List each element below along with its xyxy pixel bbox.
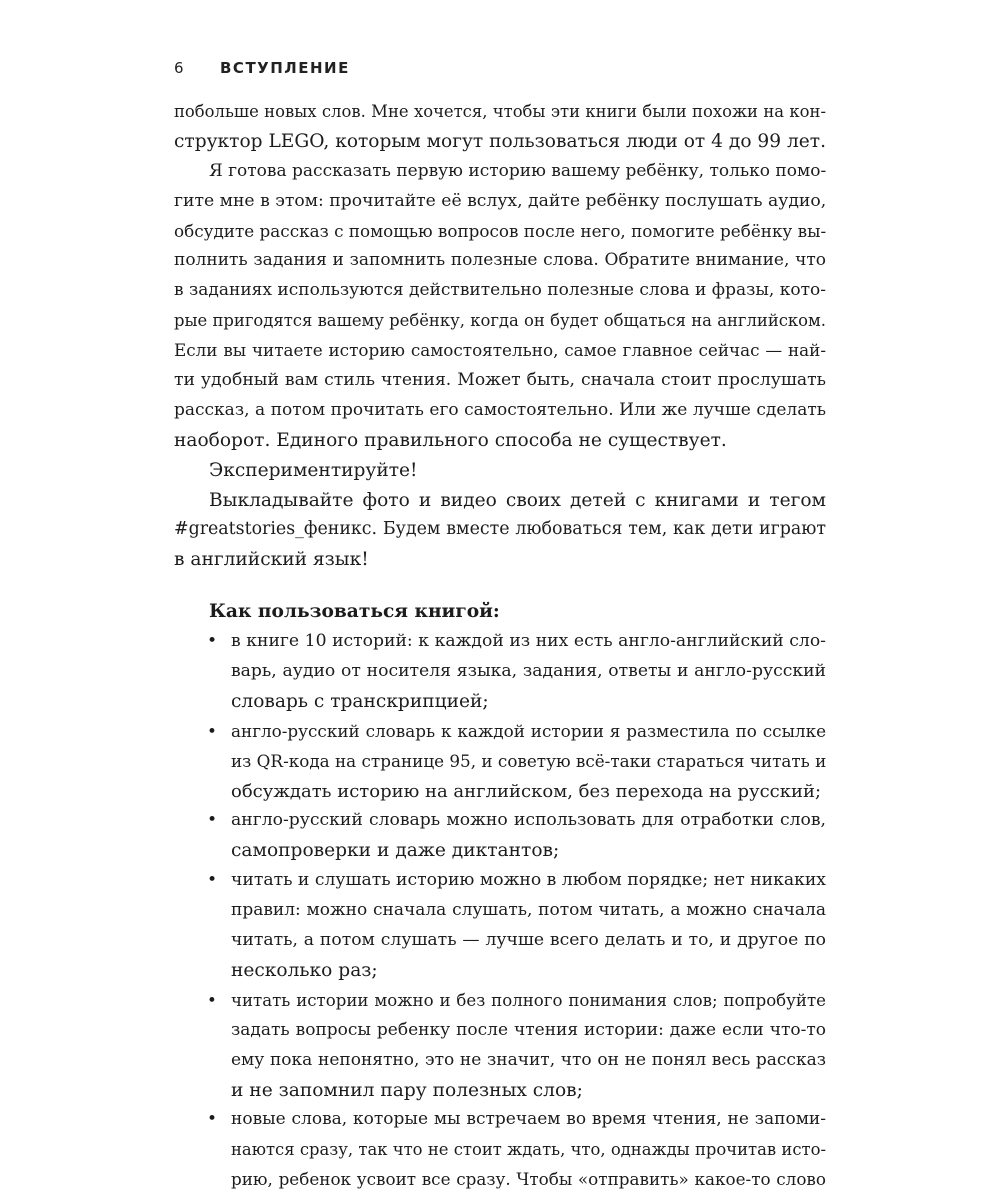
list-item	[174, 717, 826, 807]
text-line: рассказ, а потом прочитать его самостоятельно. Или же лучше сделать	[174, 399, 826, 420]
text-line: Выкладывайте фото и видео своих детей с книгами и тегом	[209, 489, 826, 511]
running-head	[174, 58, 350, 78]
text-line: • в книге 10 историй: к каждой из них есть англо-английский сло-	[174, 627, 826, 657]
text-line: в английский язык!	[174, 549, 369, 571]
text-line: в заданиях используются действительно полезные слова и фразы, кото-	[174, 280, 826, 301]
text-line: • англо-русский словарь можно использовать для отработки слов,	[174, 806, 826, 836]
text-line: #greatstories_феникс. Будем вместе любоваться тем, как дети играют	[174, 519, 826, 540]
list-item	[174, 806, 826, 866]
text-line: варь, аудио от носителя языка, задания, ответы и англо-русский	[231, 661, 826, 682]
text-line: рые пригодятся вашему ребёнку, когда он будет общаться на английском.	[174, 311, 826, 331]
paragraph-gap	[174, 575, 826, 597]
text-line: • читать истории можно и без полного понимания слов; попробуйте	[174, 986, 826, 1016]
body-text	[174, 97, 826, 1195]
bullet-icon: •	[207, 990, 217, 1010]
bullet-icon: •	[207, 631, 218, 652]
section-title: ВСТУПЛЕНИЕ	[220, 59, 350, 77]
text-line: • англо-русский словарь к каждой истории я разместила по ссылке	[174, 717, 826, 747]
text-line: читать, а потом слушать — лучше всего делать и то, и другое по	[231, 930, 826, 951]
list-item	[174, 986, 826, 1106]
text-line: наоборот. Единого правильного способа не существует.	[174, 429, 727, 451]
howto-heading: Как пользоваться книгой:	[209, 601, 500, 623]
page-number: 6	[174, 59, 184, 77]
text-line: полнить задания и запомнить полезные слова. Обратите внимание, что	[174, 250, 826, 271]
text-line: обсудите рассказ с помощью вопросов после него, помогите ребёнку вы-	[174, 220, 826, 241]
text-line: несколько раз;	[231, 959, 378, 981]
text-line: рию, ребенок усвоит все сразу. Чтобы «отправить» какое-то слово	[231, 1169, 826, 1190]
bullet-icon: •	[207, 810, 218, 831]
text-line: правил: можно сначала слушать, потом читать, а можно сначала	[231, 900, 826, 921]
text-line: гите мне в этом: прочитайте её вслух, дайте ребёнку послушать аудио,	[174, 190, 826, 211]
bullet-icon: •	[207, 720, 217, 741]
text-line: задать вопросы ребенку после чтения истории: даже если что-то	[231, 1019, 826, 1040]
text-line: словарь с транскрипцией;	[231, 690, 489, 712]
text-line: • читать и слушать историю можно в любом порядке; нет никаких	[174, 866, 826, 896]
text-line: структор LEGO, которым могут пользоваться люди от 4 до 99 лет.	[174, 130, 826, 152]
text-line: обсуждать историю на английском, без перехода на русский;	[231, 780, 822, 802]
text-line: побольше новых слов. Мне хочется, чтобы эти книги были похожи на кон-	[174, 102, 826, 121]
text-line: наются сразу, так что не стоит ждать, что, однажды прочитав исто-	[231, 1140, 826, 1160]
text-line: ему пока непонятно, это не значит, что он не понял весь рассказ	[231, 1049, 826, 1070]
list-item	[174, 1105, 826, 1195]
text-line: Если вы читаете историю самостоятельно, самое главное сейчас — най-	[174, 340, 826, 361]
bullet-icon: •	[207, 870, 218, 891]
text-line: и не запомнил пару полезных слов;	[231, 1079, 583, 1101]
text-line: Я готова рассказать первую историю вашему ребёнку, только помо-	[209, 160, 826, 181]
text-line: самопроверки и даже диктантов;	[231, 840, 560, 862]
bullet-icon: •	[207, 1109, 218, 1130]
list-item	[174, 866, 826, 986]
text-line: ти удобный вам стиль чтения. Может быть, сначала стоит прослушать	[174, 370, 826, 391]
text-line: • новые слова, которые мы встречаем во время чтения, не запоми-	[174, 1105, 826, 1135]
text-line: Экспериментируйте!	[209, 459, 418, 481]
list-item	[174, 627, 826, 717]
text-line: из QR-кода на странице 95, и советую всё-таки стараться читать и	[231, 750, 826, 771]
